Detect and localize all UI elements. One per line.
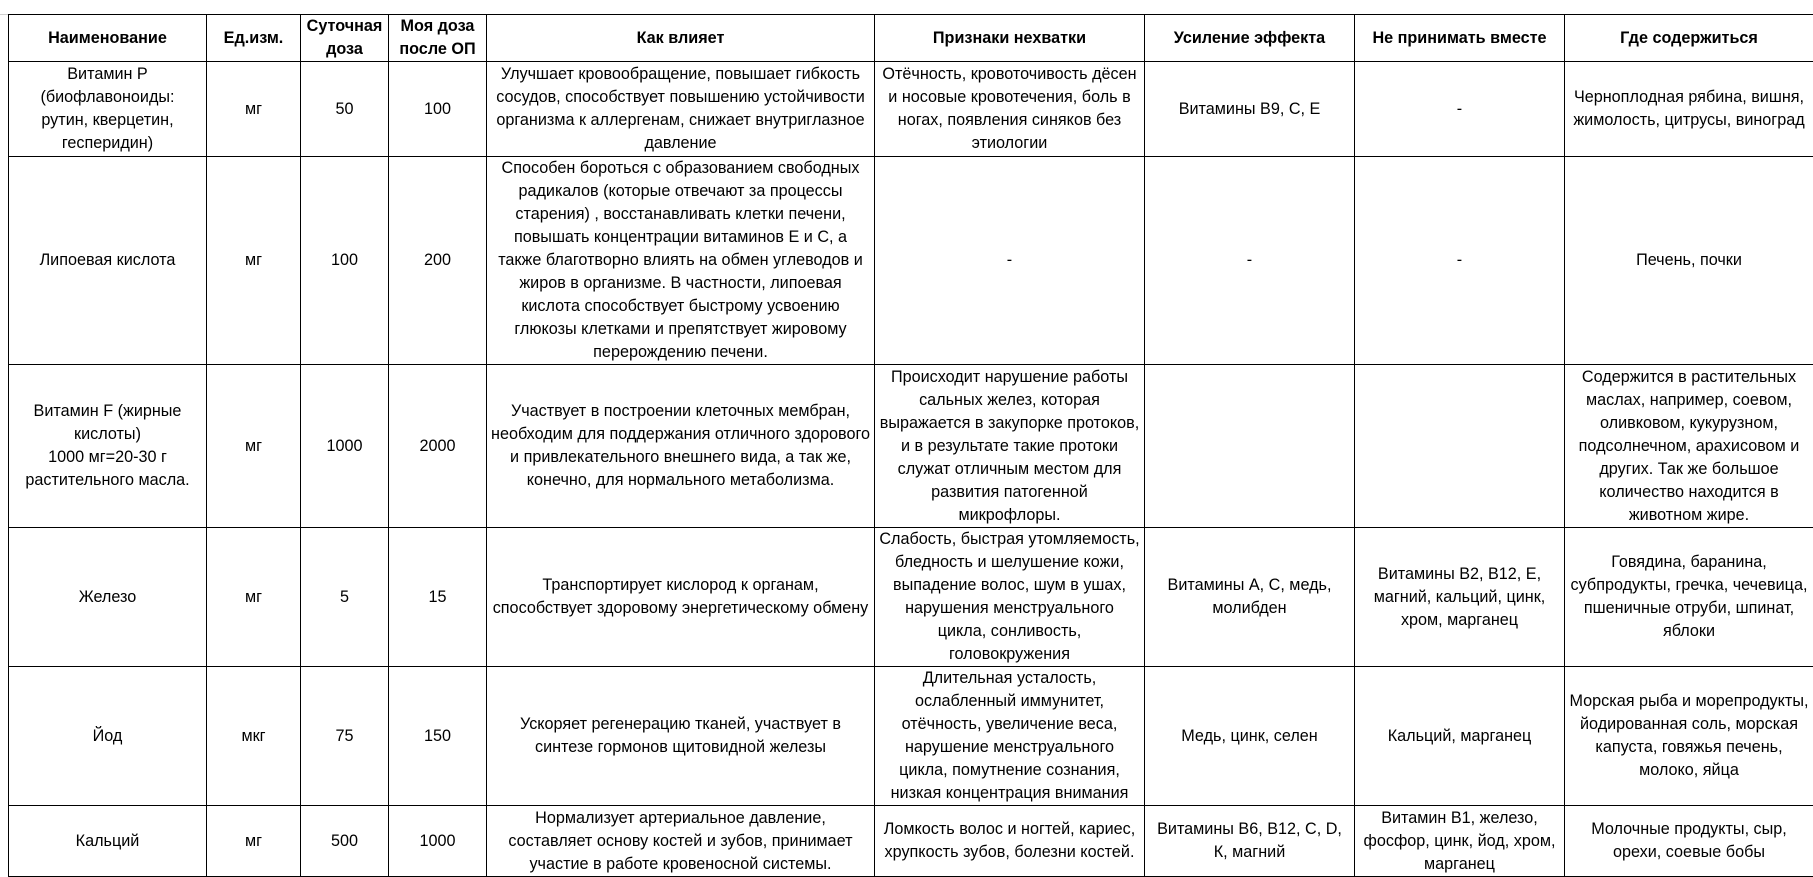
- cell-deficiency[interactable]: Происходит нарушение работы сальных желез, которая выражается в закупорке протоков, и в результате такие протоки служат отличным местом для развития патогенной микрофлоры.: [875, 365, 1145, 528]
- cell-unit[interactable]: мг: [207, 157, 301, 365]
- cell-source[interactable]: Молочные продукты, сыр, орехи, соевые бобы: [1565, 806, 1813, 877]
- cell-source[interactable]: Черноплодная рябина, вишня, жимолость, цитрусы, виноград: [1565, 62, 1813, 157]
- cell-name[interactable]: Липоевая кислота: [9, 157, 207, 365]
- cell-effect[interactable]: Способен бороться с образованием свободных радикалов (которые отвечают за процессы старения) , восстанавливать клетки печени, повышать концентрации витаминов Е и С, а также благотворно влиять на обмен углеводов и жиров в организме. В частности, липоевая кислота способствует быстрому усвоению глюкозы клетками и препятствует жировому перерождению печени.: [487, 157, 875, 365]
- cell-effect[interactable]: Участвует в построении клеточных мембран, необходим для поддержания отличного здорового и привлекательного внешнего вида, а так же, конечно, для нормального метаболизма.: [487, 365, 875, 528]
- header-effect[interactable]: Как влияет: [487, 15, 875, 62]
- cell-enhance[interactable]: Витамины В9, С, Е: [1145, 62, 1355, 157]
- cell-unit[interactable]: мг: [207, 365, 301, 528]
- cell-unit[interactable]: мкг: [207, 667, 301, 806]
- header-row: [9, 15, 1813, 62]
- cell-deficiency[interactable]: Ломкость волос и ногтей, кариес, хрупкость зубов, болезни костей.: [875, 806, 1145, 877]
- cell-mydose[interactable]: 200: [389, 157, 487, 365]
- header-source[interactable]: Где содержиться: [1565, 15, 1813, 62]
- cell-effect[interactable]: Ускоряет регенерацию тканей, участвует в синтезе гормонов щитовидной железы: [487, 667, 875, 806]
- header-name[interactable]: Наименование: [9, 15, 207, 62]
- cell-effect[interactable]: Транспортирует кислород к органам, способствует здоровому энергетическому обмену: [487, 528, 875, 667]
- table-row: [9, 667, 1813, 806]
- cell-effect[interactable]: Улучшает кровообращение, повышает гибкость сосудов, способствует повышению устойчивости организма к аллергенам, снижает внутриглазное давление: [487, 62, 875, 157]
- cell-avoid[interactable]: Витамин В1, железо, фосфор, цинк, йод, хром, марганец: [1355, 806, 1565, 877]
- cell-mydose[interactable]: 15: [389, 528, 487, 667]
- cell-unit[interactable]: мг: [207, 528, 301, 667]
- cell-daily[interactable]: 1000: [301, 365, 389, 528]
- header-enhance[interactable]: Усиление эффекта: [1145, 15, 1355, 62]
- cell-daily[interactable]: 100: [301, 157, 389, 365]
- header-unit[interactable]: Ед.изм.: [207, 15, 301, 62]
- header-avoid[interactable]: Не принимать вместе: [1355, 15, 1565, 62]
- cell-source[interactable]: Печень, почки: [1565, 157, 1813, 365]
- cell-daily[interactable]: 75: [301, 667, 389, 806]
- cell-name[interactable]: Йод: [9, 667, 207, 806]
- cell-avoid[interactable]: -: [1355, 62, 1565, 157]
- cell-enhance[interactable]: Витамины В6, В12, С, D, К, магний: [1145, 806, 1355, 877]
- table-row: [9, 365, 1813, 528]
- cell-avoid[interactable]: Кальций, марганец: [1355, 667, 1565, 806]
- table-row: [9, 62, 1813, 157]
- cell-mydose[interactable]: 1000: [389, 806, 487, 877]
- table-row: [9, 157, 1813, 365]
- cell-enhance[interactable]: [1145, 365, 1355, 528]
- cell-unit[interactable]: мг: [207, 62, 301, 157]
- header-daily[interactable]: Суточная доза: [301, 15, 389, 62]
- cell-mydose[interactable]: 2000: [389, 365, 487, 528]
- cell-avoid[interactable]: Витамины В2, В12, Е, магний, кальций, цинк, хром, марганец: [1355, 528, 1565, 667]
- cell-daily[interactable]: 5: [301, 528, 389, 667]
- cell-name[interactable]: Витамин Р (биофлавоноиды: рутин, кверцетин, гесперидин): [9, 62, 207, 157]
- cell-deficiency[interactable]: -: [875, 157, 1145, 365]
- cell-daily[interactable]: 50: [301, 62, 389, 157]
- cell-avoid[interactable]: [1355, 365, 1565, 528]
- cell-deficiency[interactable]: Отёчность, кровоточивость дёсен и носовые кровотечения, боль в ногах, появления синяков без этиологии: [875, 62, 1145, 157]
- cell-avoid[interactable]: -: [1355, 157, 1565, 365]
- cell-enhance[interactable]: Медь, цинк, селен: [1145, 667, 1355, 806]
- cell-mydose[interactable]: 150: [389, 667, 487, 806]
- cell-name[interactable]: Кальций: [9, 806, 207, 877]
- cell-unit[interactable]: мг: [207, 806, 301, 877]
- cell-deficiency[interactable]: Слабость, быстрая утомляемость, бледность и шелушение кожи, выпадение волос, шум в ушах, нарушения менструального цикла, сонливость, головокружения: [875, 528, 1145, 667]
- cell-name[interactable]: Витамин F (жирные кислоты) 1000 мг=20-30 г растительного масла.: [9, 365, 207, 528]
- cell-deficiency[interactable]: Длительная усталость, ослабленный иммунитет, отёчность, увеличение веса, нарушение менструального цикла, помутнение сознания, низкая концентрация внимания: [875, 667, 1145, 806]
- cell-mydose[interactable]: 100: [389, 62, 487, 157]
- vitamins-table: [8, 14, 1813, 877]
- cell-source[interactable]: Морская рыба и морепродукты, йодированная соль, морская капуста, говяжья печень, молоко, яйца: [1565, 667, 1813, 806]
- cell-effect[interactable]: Нормализует артериальное давление, составляет основу костей и зубов, принимает участие в работе кровеносной системы.: [487, 806, 875, 877]
- header-deficiency[interactable]: Признаки нехватки: [875, 15, 1145, 62]
- cell-daily[interactable]: 500: [301, 806, 389, 877]
- cell-source[interactable]: Содержится в растительных маслах, например, соевом, оливковом, кукурузном, подсолнечном, арахисовом и других. Так же большое количество находится в животном жире.: [1565, 365, 1813, 528]
- table-row: [9, 806, 1813, 877]
- cell-source[interactable]: Говядина, баранина, субпродукты, гречка, чечевица, пшеничные отруби, шпинат, яблоки: [1565, 528, 1813, 667]
- header-mydose[interactable]: Моя доза после ОП: [389, 15, 487, 62]
- table-row: [9, 528, 1813, 667]
- cell-enhance[interactable]: -: [1145, 157, 1355, 365]
- top-gridline: [0, 0, 1813, 15]
- cell-name[interactable]: Железо: [9, 528, 207, 667]
- cell-enhance[interactable]: Витамины А, С, медь, молибден: [1145, 528, 1355, 667]
